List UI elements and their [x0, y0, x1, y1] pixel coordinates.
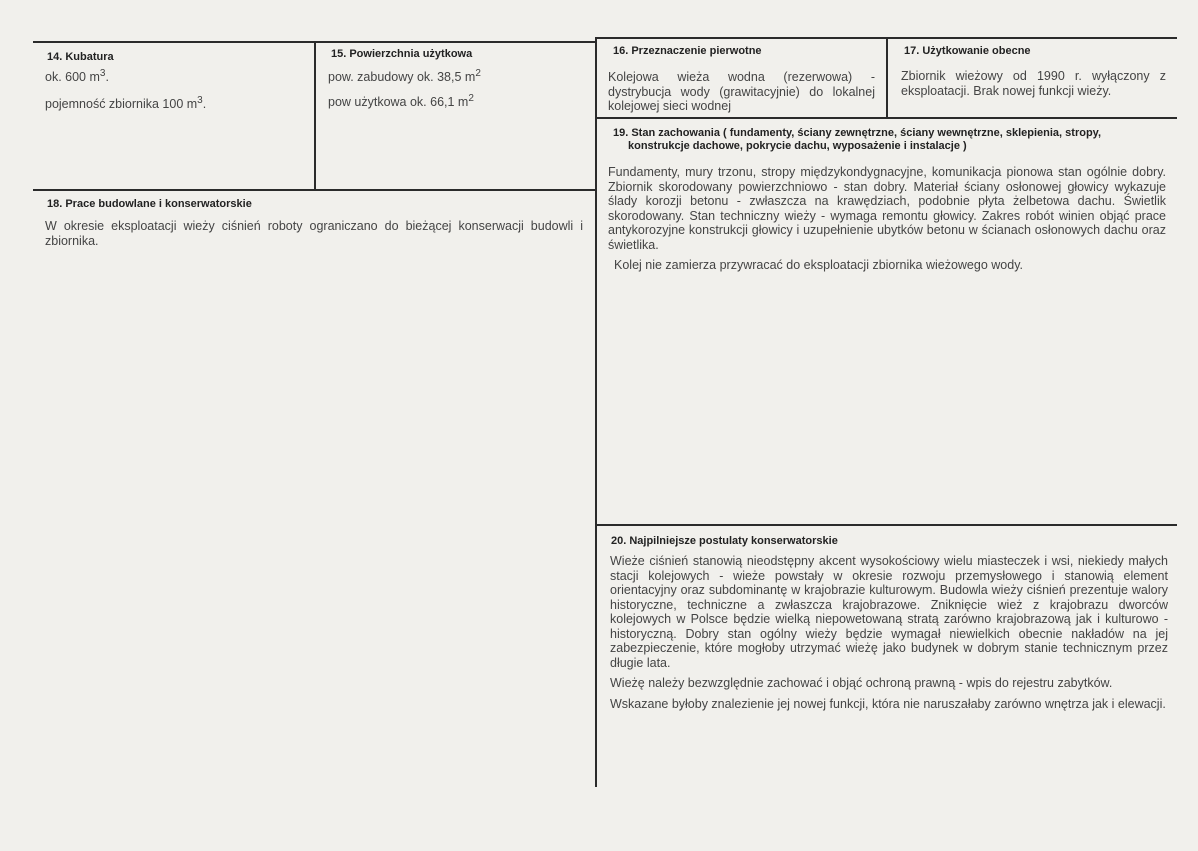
section-20-title: 20. Najpilniejsze postulaty konserwatorskie — [611, 535, 838, 547]
section-19-paragraph-1: Fundamenty, mury trzonu, stropy międzykondygnacyjne, komunikacja pionowa stan ogólnie dobry. Zbiornik skorodowany powierzchniowo - stan dobry. Materiał ściany osłonowej głowicy wykazuje ślady korozji betonu - zwłaszcza na krawędziach, podobnie płyta żelbetowa dachu. Świetlik skorodowany. Stan techniczny wieży - wymaga remontu głowicy. Zakres robót winien objąć prace antykorozyjne konstrukcji głowicy i uzupełnienie ubytków betonu w ścianach osłonowych dachu oraz świetlika. — [608, 165, 1166, 252]
section-17-text: Zbiornik wieżowy od 1990 r. wyłączony z eksploatacji. Brak nowej funkcji wieży. — [901, 69, 1166, 98]
section-14-capacity — [45, 94, 305, 112]
section-15-built-area — [328, 67, 588, 85]
section-19-title — [613, 127, 1173, 153]
section-18-title: 18. Prace budowlane i konserwatorskie — [47, 198, 252, 210]
section-19-paragraph-2: Kolej nie zamierza przywracać do eksploatacji zbiornika wieżowego wody. — [614, 258, 1023, 272]
capacity-text: pojemność zbiornika 100 m — [45, 97, 198, 111]
rule-above-18 — [33, 189, 596, 191]
section-16-text: Kolejowa wieża wodna (rezerwowa) - dystrybucja wody (grawitacyjnie) do lokalnej kolejowej sieci wodnej — [608, 70, 875, 113]
capacity-unit-exp: 3 — [197, 94, 203, 106]
rule-above-20 — [596, 524, 1177, 526]
section-20-paragraph-3: Wskazane byłoby znalezienie jej nowej funkcji, która nie naruszałaby zarówno wnętrza jak i elewacji. — [610, 696, 1166, 711]
section-19-title-line2: konstrukcje dachowe, pokrycie dachu, wyposażenie i instalacje ) — [628, 140, 967, 152]
section-20-body — [610, 554, 1168, 717]
rule-above-19 — [596, 117, 1177, 119]
section-19-title-line1: 19. Stan zachowania ( fundamenty, ściany zewnętrzne, ściany wewnętrzne, sklepienia, stropy, — [613, 127, 1102, 139]
section-17-title: 17. Użytkowanie obecne — [904, 45, 1031, 57]
volume-end: . — [105, 70, 109, 84]
section-14-title: 14. Kubatura — [47, 51, 114, 63]
section-15-usable-area — [328, 92, 588, 110]
divider-16-17 — [886, 37, 888, 118]
built-area-text: pow. zabudowy ok. 38,5 m — [328, 70, 476, 84]
usable-area-unit-exp: 2 — [468, 92, 474, 104]
divider-left-right — [595, 37, 597, 787]
section-16-title: 16. Przeznaczenie pierwotne — [613, 45, 762, 57]
divider-14-15 — [314, 41, 316, 189]
volume-unit-exp: 3 — [99, 67, 106, 79]
section-20-paragraph-2: Wieżę należy bezwzględnie zachować i objąć ochroną prawną - wpis do rejestru zabytków. — [610, 676, 1113, 690]
capacity-end: . — [202, 97, 207, 111]
section-19-body — [608, 165, 1166, 279]
section-15-title: 15. Powierzchnia użytkowa — [331, 48, 473, 60]
usable-area-text: pow użytkowa ok. 66,1 m — [328, 95, 469, 109]
section-20-paragraph-1: Wieże ciśnień stanowią nieodstępny akcent wysokościowy wielu miasteczek i wsi, niekiedy małych stacji kolejowych - wieże powstały w okresie rozwoju przemysłowego i stanowią element orientacyjny oraz subdominantę w krajobrazie kulturowym. Budowla wieży ciśnień prezentuje walory historyczne, techniczne a zwłaszcza krajobrazowe. Zniknięcie wież z krajobrazu dworców kolejowych w Polsce będzie wielką niepowetowaną stratą zarówno krajobrazową jak i kulturowo - historyczną. Dobry stan ogólny wieży będzie wymagał niewielkich obecnie nakładów na jej zabezpieczenie, które mogłoby utrzymać wieżę jako budynek w dobrym stanie technicznym przez długie lata. — [610, 554, 1168, 670]
section-18-text: W okresie eksploatacji wieży ciśnień roboty ograniczano do bieżącej konserwacji budowli i zbiornika. — [45, 219, 583, 248]
built-area-unit-exp: 2 — [475, 67, 481, 79]
section-14-volume — [45, 67, 305, 85]
volume-text: ok. 600 m — [45, 70, 100, 84]
